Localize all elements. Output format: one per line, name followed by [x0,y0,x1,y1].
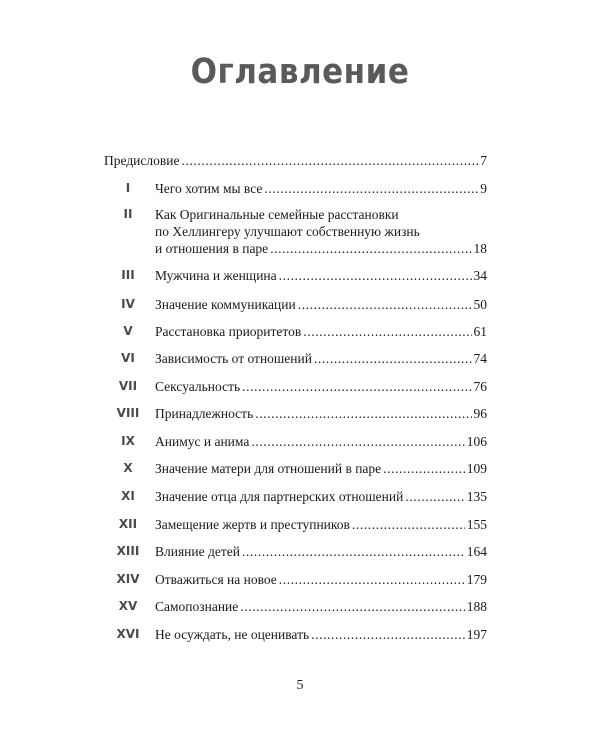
toc-title-line: Как Оригинальные семейные расстановки [155,207,399,222]
chapter-numeral: XI [121,489,135,503]
toc-entry [155,571,487,588]
chapter-numeral: XIII [116,544,140,558]
toc-line [155,571,487,588]
toc-line [155,405,487,422]
toc-page-number: 188 [466,599,487,614]
toc-line [155,296,487,313]
chapter-numeral: IX [121,434,135,448]
toc-title: Принадлежность [155,406,254,421]
dot-leader [181,152,478,169]
chapter-numeral: VIII [116,406,140,420]
toc-line [104,152,487,169]
toc-title: Отважиться на новое [155,572,277,587]
dot-leader [303,323,471,340]
toc-entry [155,267,487,284]
toc-page-number: 74 [473,351,487,366]
dot-leader [270,240,471,257]
toc-page-number: 164 [466,544,487,559]
dot-leader [298,296,472,313]
toc-entry [104,152,487,169]
toc-entry [155,180,487,197]
toc-title: Значение коммуникации [155,297,296,312]
toc-line [155,516,487,533]
toc-page-number: 155 [466,517,487,532]
toc-title: Не осуждать, не оценивать [155,627,310,642]
toc-page-number: 34 [473,268,487,283]
toc-line [155,488,487,505]
toc-entry [155,433,487,450]
toc-title-line: по Хеллингеру улучшают собственную жизнь [155,224,420,239]
toc-line [155,543,487,560]
toc-page-number: 109 [466,461,487,476]
chapter-numeral: IV [121,297,135,311]
toc-page-number: 106 [466,434,487,449]
toc-title: Чего хотим мы все [155,181,263,196]
toc-page-number: 61 [473,324,487,339]
toc-title: Замещение жертв и преступников [155,517,350,532]
toc-title: Мужчина и женщина [155,268,277,283]
toc-title: Расстановка приоритетов [155,324,302,339]
dot-leader [311,626,465,643]
dot-leader [242,543,465,560]
toc-title: Зависимость от отношений [155,351,312,366]
toc-title: Сексуальность [155,379,241,394]
dot-leader [352,516,465,533]
chapter-numeral: I [125,181,131,195]
toc-title: Значение отца для партнерских отношений [155,489,404,504]
toc-page-number: 7 [480,153,487,168]
chapter-numeral: II [123,207,133,221]
chapter-numeral: XVI [116,627,140,641]
toc-line [155,433,487,450]
page-title: Оглавление [190,51,410,93]
toc-page-number: 197 [466,627,487,642]
toc-entry [155,460,487,477]
toc-entry [155,626,487,643]
toc-page-number: 18 [473,241,487,256]
toc-line [155,240,487,257]
chapter-numeral: VII [118,379,138,393]
dot-leader [383,460,465,477]
chapter-numeral: VI [121,351,135,365]
chapter-numeral: XIV [116,572,140,586]
toc-entry [155,323,487,340]
toc-line [155,598,487,615]
dot-leader [251,433,464,450]
dot-leader [264,180,478,197]
toc-page-number: 135 [466,489,487,504]
dot-leader [240,598,464,615]
toc-entry [155,516,487,533]
toc-line [155,323,487,340]
toc-title: Предисловие [104,153,180,168]
toc-entry [155,543,487,560]
chapter-numeral: III [121,268,135,282]
dot-leader [405,488,464,505]
toc-title: и отношения в паре [155,241,269,256]
toc-entry [155,488,487,505]
toc-title: Самопознание [155,599,239,614]
toc-entry [155,598,487,615]
page-number: 5 [296,678,304,693]
toc-entry [155,296,487,313]
toc-line [155,626,487,643]
toc-line [155,378,487,395]
toc-page-number: 9 [480,181,487,196]
toc-entry [155,206,487,257]
dot-leader [279,571,465,588]
toc-entry [155,350,487,367]
toc-line [155,180,487,197]
toc-page-number: 179 [466,572,487,587]
toc-line [155,267,487,284]
toc-entry [155,378,487,395]
toc-page-number: 50 [473,297,487,312]
dot-leader [279,267,472,284]
chapter-numeral: X [123,461,133,475]
toc-page-number: 96 [473,406,487,421]
dot-leader [255,405,471,422]
toc-line [155,460,487,477]
chapter-numeral: XII [118,517,138,531]
chapter-numeral: XV [118,599,138,613]
chapter-numeral: V [123,324,133,338]
toc-title: Влияние детей [155,544,240,559]
toc-entry [155,405,487,422]
dot-leader [242,378,471,395]
toc-line [155,350,487,367]
dot-leader [314,350,472,367]
toc-title: Значение матери для отношений в паре [155,461,382,476]
toc-page-number: 76 [473,379,487,394]
toc-title: Анимус и анима [155,434,250,449]
